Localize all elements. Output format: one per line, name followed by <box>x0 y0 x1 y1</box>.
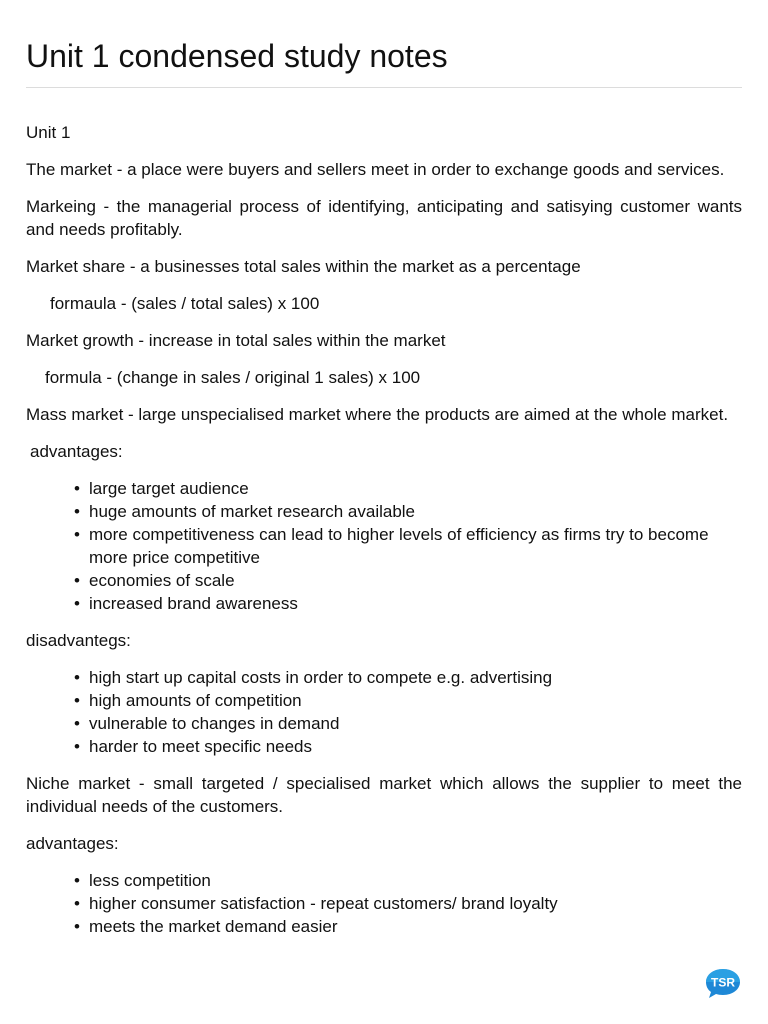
list-item: • high amounts of competition <box>26 689 742 712</box>
list-item: • huge amounts of market research available <box>26 500 742 523</box>
mass-advantages-list <box>26 477 742 615</box>
market-definition: The market - a place were buyers and sellers meet in order to exchange goods and services. <box>26 160 725 179</box>
unit-heading: Unit 1 <box>26 123 71 142</box>
niche-market-definition: Niche market - small targeted / specialised market which allows the supplier to meet the individual needs of the customers. <box>26 774 742 816</box>
marketing-definition: Markeing - the managerial process of identifying, anticipating and satisying customer wants and needs profitably. <box>26 197 742 239</box>
logo-text: TSR <box>711 975 735 990</box>
list-item: • higher consumer satisfaction - repeat customers/ brand loyalty <box>26 892 742 915</box>
tsr-logo[interactable] <box>704 967 742 999</box>
list-item: • high start up capital costs in order to compete e.g. advertising <box>26 666 742 689</box>
list-item: • large target audience <box>26 477 742 500</box>
mass-advantages-heading: advantages: <box>30 442 123 461</box>
title-divider <box>26 87 742 88</box>
market-share-definition: Market share - a businesses total sales within the market as a percentage <box>26 257 581 276</box>
market-growth-definition: Market growth - increase in total sales within the market <box>26 331 446 350</box>
list-item: • meets the market demand easier <box>26 915 742 938</box>
list-item: • more competitiveness can lead to higher levels of efficiency as firms try to become more price competitive <box>26 523 742 569</box>
mass-market-definition: Mass market - large unspecialised market where the products are aimed at the whole market. <box>26 405 729 424</box>
list-item: • less competition <box>26 869 742 892</box>
list-item: • vulnerable to changes in demand <box>26 712 742 735</box>
mass-disadvantages-list <box>26 666 742 758</box>
list-item: • economies of scale <box>26 569 742 592</box>
market-growth-formula: formula - (change in sales / original 1 sales) x 100 <box>45 368 421 387</box>
niche-advantages-list <box>26 869 742 938</box>
market-share-formula: formaula - (sales / total sales) x 100 <box>50 294 320 313</box>
page-title: Unit 1 condensed study notes <box>26 38 448 74</box>
niche-advantages-heading: advantages: <box>26 834 119 853</box>
notes-body <box>26 121 742 952</box>
list-item: • increased brand awareness <box>26 592 742 615</box>
list-item: • harder to meet specific needs <box>26 735 742 758</box>
mass-disadvantages-heading: disadvantegs: <box>26 631 131 650</box>
